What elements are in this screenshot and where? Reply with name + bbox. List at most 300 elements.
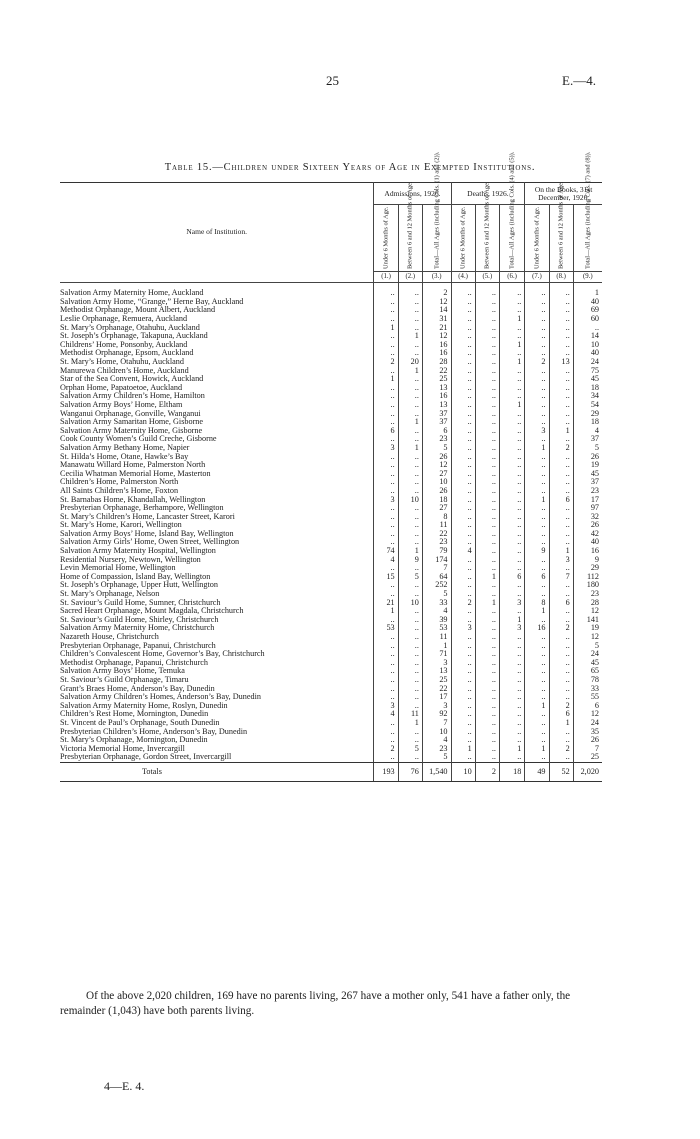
table-cell: 28 bbox=[422, 358, 451, 367]
table-cell: 21 bbox=[422, 323, 451, 332]
table-cell: .. bbox=[549, 521, 573, 530]
institution-name: Methodist Orphanage, Mount Albert, Auckland bbox=[60, 305, 216, 315]
table-cell: .. bbox=[374, 616, 398, 625]
table-cell: 3 bbox=[374, 702, 398, 711]
table-cell: .. bbox=[499, 444, 524, 453]
table-cell: .. bbox=[451, 315, 475, 324]
table-cell: .. bbox=[398, 667, 422, 676]
table-cell: 5 bbox=[573, 641, 602, 650]
table-cell: .. bbox=[451, 693, 475, 702]
institution-name: Childrens’ Home, Ponsonby, Auckland bbox=[60, 339, 188, 349]
table-cell: 24 bbox=[573, 358, 602, 367]
parents-note-text: Of the above 2,020 children, 169 have no parents living, 267 have a mother only, 541 have a father only, the remainder (1,043) have both parents living. bbox=[60, 990, 571, 1017]
table-cell: .. bbox=[374, 538, 398, 547]
table-cell: .. bbox=[451, 283, 475, 298]
table-cell: 4 bbox=[422, 736, 451, 745]
table-cell: .. bbox=[525, 418, 549, 427]
table-cell: .. bbox=[525, 659, 549, 668]
table-cell: .. bbox=[525, 306, 549, 315]
table-cell: .. bbox=[398, 349, 422, 358]
table-cell: 26 bbox=[422, 452, 451, 461]
table-cell: .. bbox=[475, 298, 499, 307]
table-cell: 10 bbox=[422, 478, 451, 487]
table-cell: .. bbox=[499, 435, 524, 444]
table-cell: 9 bbox=[525, 547, 549, 556]
table-cell: .. bbox=[549, 349, 573, 358]
table-cell: .. bbox=[499, 564, 524, 573]
table-cell: .. bbox=[549, 684, 573, 693]
table-cell: .. bbox=[499, 676, 524, 685]
table-cell: 252 bbox=[422, 581, 451, 590]
table-cell: .. bbox=[549, 384, 573, 393]
table-cell: .. bbox=[374, 727, 398, 736]
table-cell: 1 bbox=[398, 719, 422, 728]
table-cell: .. bbox=[525, 641, 549, 650]
table-cell: .. bbox=[525, 667, 549, 676]
column-header bbox=[398, 181, 422, 272]
table-cell: .. bbox=[525, 650, 549, 659]
table-cell: .. bbox=[549, 676, 573, 685]
table-cell: 5 bbox=[398, 744, 422, 753]
table-cell: .. bbox=[525, 693, 549, 702]
table-cell: .. bbox=[499, 469, 524, 478]
institution-name: Salvation Army Maternity Home, Christchurch bbox=[60, 623, 215, 633]
table-cell: .. bbox=[451, 323, 475, 332]
table-cell: .. bbox=[374, 349, 398, 358]
column-header-text: Between 6 and 12 Months of Age. bbox=[557, 181, 565, 269]
table-cell: 12 bbox=[573, 633, 602, 642]
table-cell: 2 bbox=[374, 358, 398, 367]
table-cell: .. bbox=[475, 607, 499, 616]
table-cell: .. bbox=[451, 298, 475, 307]
table-cell: 1 bbox=[499, 401, 524, 410]
table-cell: .. bbox=[475, 375, 499, 384]
table-cell: .. bbox=[451, 538, 475, 547]
table-cell: .. bbox=[549, 590, 573, 599]
table-cell: 24 bbox=[573, 650, 602, 659]
table-cell: .. bbox=[451, 332, 475, 341]
table-cell: .. bbox=[499, 590, 524, 599]
table-cell: .. bbox=[374, 469, 398, 478]
total-cell: 2 bbox=[475, 762, 499, 781]
table-cell: .. bbox=[499, 659, 524, 668]
table-cell: .. bbox=[549, 659, 573, 668]
table-cell: .. bbox=[475, 590, 499, 599]
table-cell: .. bbox=[499, 702, 524, 711]
table-cell: .. bbox=[499, 495, 524, 504]
table-cell: .. bbox=[475, 461, 499, 470]
table-cell: .. bbox=[499, 641, 524, 650]
table-cell: .. bbox=[398, 538, 422, 547]
table-cell: .. bbox=[475, 736, 499, 745]
table-cell: .. bbox=[549, 504, 573, 513]
table-cell: 13 bbox=[422, 401, 451, 410]
table-cell: .. bbox=[549, 530, 573, 539]
table-cell: .. bbox=[398, 512, 422, 521]
table-cell: .. bbox=[525, 469, 549, 478]
table-cell: 24 bbox=[573, 719, 602, 728]
table-cell: 37 bbox=[573, 435, 602, 444]
table-cell: .. bbox=[374, 418, 398, 427]
table-cell: .. bbox=[398, 478, 422, 487]
institution-name: All Saints Children’s Home, Foxton bbox=[60, 485, 179, 495]
institution-name: Presbyterian Children’s Home, Anderson’s Bay, Dunedin bbox=[60, 726, 248, 736]
table-cell: 1 bbox=[525, 702, 549, 711]
table-cell: 1 bbox=[475, 573, 499, 582]
table-cell: 35 bbox=[573, 727, 602, 736]
table-cell: .. bbox=[475, 702, 499, 711]
table-cell: 6 bbox=[573, 702, 602, 711]
table-cell: .. bbox=[499, 684, 524, 693]
table-cell: .. bbox=[451, 564, 475, 573]
table-cell: .. bbox=[398, 607, 422, 616]
table-cell: .. bbox=[398, 341, 422, 350]
table-cell: .. bbox=[499, 452, 524, 461]
table-cell: 1 bbox=[499, 744, 524, 753]
table-cell: .. bbox=[374, 409, 398, 418]
table-cell: .. bbox=[398, 298, 422, 307]
table-cell: 3 bbox=[499, 598, 524, 607]
table-cell: .. bbox=[475, 323, 499, 332]
column-header bbox=[499, 151, 524, 272]
table-cell: 1 bbox=[549, 547, 573, 556]
footer-reference: 4—E. 4. bbox=[104, 1079, 145, 1093]
table-cell: 37 bbox=[422, 418, 451, 427]
table-cell: 1 bbox=[398, 418, 422, 427]
institution-name: Salvation Army Children’s Home, Hamilton bbox=[60, 391, 205, 401]
table-row bbox=[60, 719, 602, 728]
table-cell: 5 bbox=[422, 590, 451, 599]
table-cell: 1 bbox=[499, 358, 524, 367]
table-cell: 3 bbox=[549, 555, 573, 564]
table-cell: .. bbox=[374, 667, 398, 676]
table-cell: 1 bbox=[549, 427, 573, 436]
institution-name: St. Mary’s Orphanage, Mornington, Dunedin bbox=[60, 735, 208, 745]
table-cell: .. bbox=[451, 581, 475, 590]
table-cell: 27 bbox=[422, 469, 451, 478]
table-cell: .. bbox=[549, 633, 573, 642]
table-cell: 1 bbox=[525, 495, 549, 504]
table-cell: .. bbox=[549, 315, 573, 324]
institution-name: Salvation Army Home, “Grange,” Herne Bay, Auckland bbox=[60, 296, 244, 306]
table-cell: .. bbox=[499, 323, 524, 332]
table-cell: .. bbox=[549, 538, 573, 547]
column-number: (8.) bbox=[549, 272, 573, 283]
table-cell: .. bbox=[398, 727, 422, 736]
table-cell: .. bbox=[525, 581, 549, 590]
table-cell: 12 bbox=[573, 607, 602, 616]
institution-name: Salvation Army Children’s Homes, Anderson’s Bay, Dunedin bbox=[60, 692, 261, 702]
table-cell: .. bbox=[499, 547, 524, 556]
table-cell: 29 bbox=[573, 409, 602, 418]
group-header-admissions: Admissions, 1926. bbox=[374, 183, 451, 205]
table-cell: .. bbox=[398, 659, 422, 668]
table-cell: .. bbox=[475, 401, 499, 410]
table-cell: 20 bbox=[398, 358, 422, 367]
institution-name: Cook County Women’s Guild Creche, Gisborne bbox=[60, 434, 217, 444]
table-cell: .. bbox=[398, 633, 422, 642]
table-cell: .. bbox=[549, 366, 573, 375]
column-header bbox=[374, 205, 398, 272]
table-cell: 22 bbox=[422, 530, 451, 539]
table-cell: .. bbox=[499, 487, 524, 496]
table-cell: 25 bbox=[573, 753, 602, 762]
table-cell: 54 bbox=[573, 401, 602, 410]
table-cell: .. bbox=[475, 530, 499, 539]
table-cell: .. bbox=[549, 616, 573, 625]
table-cell: .. bbox=[499, 650, 524, 659]
table-cell: .. bbox=[549, 736, 573, 745]
table-cell: .. bbox=[398, 427, 422, 436]
table-cell: .. bbox=[451, 487, 475, 496]
column-header bbox=[549, 181, 573, 272]
table-cell: 26 bbox=[422, 487, 451, 496]
table-cell: .. bbox=[398, 487, 422, 496]
table-cell: .. bbox=[451, 667, 475, 676]
total-cell: 18 bbox=[499, 762, 524, 781]
table-cell: 7 bbox=[422, 564, 451, 573]
total-cell: 49 bbox=[525, 762, 549, 781]
table-cell: 13 bbox=[422, 667, 451, 676]
table-cell: 18 bbox=[573, 384, 602, 393]
table-cell: .. bbox=[475, 744, 499, 753]
table-cell: .. bbox=[499, 283, 524, 298]
table-cell: 27 bbox=[422, 504, 451, 513]
table-row bbox=[60, 487, 602, 496]
table-cell: .. bbox=[451, 366, 475, 375]
table-cell: 1 bbox=[374, 607, 398, 616]
table-cell: .. bbox=[549, 306, 573, 315]
table-cell: .. bbox=[525, 512, 549, 521]
table-cell: .. bbox=[475, 676, 499, 685]
table-cell: .. bbox=[499, 306, 524, 315]
institution-name: Manurewa Children’s Home, Auckland bbox=[60, 365, 189, 375]
table-cell: 11 bbox=[398, 710, 422, 719]
table-cell: 40 bbox=[573, 349, 602, 358]
column-header-text: Under 6 Months of Age. bbox=[459, 206, 467, 269]
table-cell: .. bbox=[475, 427, 499, 436]
table-cell: .. bbox=[499, 409, 524, 418]
institution-name: Children’s Home, Palmerston North bbox=[60, 477, 179, 487]
table-cell: .. bbox=[398, 641, 422, 650]
table-cell: .. bbox=[525, 710, 549, 719]
column-number: (4.) bbox=[451, 272, 475, 283]
table-cell: .. bbox=[549, 435, 573, 444]
institution-name: Methodist Orphanage, Epsom, Auckland bbox=[60, 348, 194, 358]
table-cell: 112 bbox=[573, 573, 602, 582]
table-cell: .. bbox=[451, 384, 475, 393]
table-cell: 1 bbox=[549, 719, 573, 728]
table-cell: 22 bbox=[422, 684, 451, 693]
institution-name: Presbyterian Orphanage, Papanui, Christchurch bbox=[60, 640, 216, 650]
table-cell: 2 bbox=[451, 598, 475, 607]
table-cell: .. bbox=[374, 650, 398, 659]
table-cell: 15 bbox=[374, 573, 398, 582]
column-header-text: Total—All Ages (including Cols. (1) and (2)). bbox=[433, 151, 441, 269]
table-cell: .. bbox=[451, 719, 475, 728]
table-cell: .. bbox=[475, 478, 499, 487]
table-cell: 9 bbox=[573, 555, 602, 564]
table-cell: .. bbox=[374, 478, 398, 487]
table-cell: .. bbox=[499, 512, 524, 521]
table-cell: 1 bbox=[525, 744, 549, 753]
table-cell: .. bbox=[398, 375, 422, 384]
table-cell: .. bbox=[451, 512, 475, 521]
institution-name: Residential Nursery, Newtown, Wellington bbox=[60, 554, 201, 564]
table-cell: .. bbox=[451, 306, 475, 315]
table-cell: .. bbox=[525, 753, 549, 762]
institution-name: Salvation Army Maternity Home, Auckland bbox=[60, 288, 204, 298]
table-cell: .. bbox=[475, 332, 499, 341]
column-number: (6.) bbox=[499, 272, 524, 283]
table-cell: 10 bbox=[422, 727, 451, 736]
institution-name: Salvation Army Bethany Home, Napier bbox=[60, 442, 190, 452]
table-cell: 23 bbox=[422, 435, 451, 444]
table-cell: .. bbox=[398, 384, 422, 393]
institution-name: Home of Compassion, Island Bay, Wellington bbox=[60, 571, 211, 581]
table-cell: .. bbox=[475, 283, 499, 298]
table-cell: .. bbox=[398, 753, 422, 762]
table-cell: 23 bbox=[573, 487, 602, 496]
institution-name: Presbyterian Orphanage, Gordon Street, Invercargill bbox=[60, 752, 232, 762]
table-cell: 141 bbox=[573, 616, 602, 625]
table-cell: .. bbox=[451, 659, 475, 668]
table-cell: .. bbox=[451, 676, 475, 685]
table-cell: .. bbox=[573, 323, 602, 332]
table-cell: .. bbox=[525, 461, 549, 470]
table-cell: .. bbox=[525, 366, 549, 375]
table-cell: .. bbox=[525, 375, 549, 384]
table-cell: .. bbox=[398, 392, 422, 401]
group-header-deaths: Deaths, 1926. bbox=[451, 183, 525, 205]
table-cell: .. bbox=[499, 581, 524, 590]
table-cell: 18 bbox=[573, 418, 602, 427]
table-cell: .. bbox=[398, 409, 422, 418]
table-cell: 2 bbox=[549, 744, 573, 753]
institution-name: Wanganui Orphanage, Gonville, Wanganui bbox=[60, 408, 201, 418]
table-cell: 14 bbox=[573, 332, 602, 341]
table-cell: 21 bbox=[374, 598, 398, 607]
table-cell: .. bbox=[451, 650, 475, 659]
table-cell: .. bbox=[525, 401, 549, 410]
institution-name: Orphan Home, Papatoetoe, Auckland bbox=[60, 382, 183, 392]
table-cell: .. bbox=[475, 384, 499, 393]
institution-name: Salvation Army Samaritan Home, Gisborne bbox=[60, 417, 204, 427]
table-cell: .. bbox=[549, 753, 573, 762]
table-cell: .. bbox=[475, 306, 499, 315]
table-cell: .. bbox=[499, 710, 524, 719]
institution-name: St. Hilda’s Home, Otane, Hawke’s Bay bbox=[60, 451, 189, 461]
table-cell: .. bbox=[475, 495, 499, 504]
total-cell: 2,020 bbox=[573, 762, 602, 781]
table-cell: .. bbox=[525, 719, 549, 728]
table-cell: 3 bbox=[422, 702, 451, 711]
table-cell: .. bbox=[499, 736, 524, 745]
table-cell: 10 bbox=[573, 341, 602, 350]
table-cell: 10 bbox=[398, 495, 422, 504]
column-number: (9.) bbox=[573, 272, 602, 283]
table-cell: 3 bbox=[374, 495, 398, 504]
table-cell: .. bbox=[525, 298, 549, 307]
table-cell: .. bbox=[451, 530, 475, 539]
table-cell: .. bbox=[475, 633, 499, 642]
table-cell: .. bbox=[475, 521, 499, 530]
table-cell: .. bbox=[451, 469, 475, 478]
table-cell: .. bbox=[549, 512, 573, 521]
table-row bbox=[60, 753, 602, 762]
table-cell: .. bbox=[374, 590, 398, 599]
table-cell: .. bbox=[499, 478, 524, 487]
table-cell: .. bbox=[499, 693, 524, 702]
table-cell: 8 bbox=[525, 598, 549, 607]
table-cell: .. bbox=[499, 392, 524, 401]
table-cell: .. bbox=[451, 452, 475, 461]
table-cell: .. bbox=[475, 538, 499, 547]
table-cell: 19 bbox=[573, 624, 602, 633]
table-cell: 79 bbox=[422, 547, 451, 556]
institution-name: Salvation Army Maternity Hospital, Wellington bbox=[60, 546, 216, 556]
total-cell: 1,540 bbox=[422, 762, 451, 781]
name-column-header: Name of Institution. bbox=[60, 183, 374, 283]
table-cell: .. bbox=[475, 684, 499, 693]
table-cell: .. bbox=[475, 641, 499, 650]
table-cell: .. bbox=[549, 323, 573, 332]
table-cell: 4 bbox=[573, 427, 602, 436]
institution-name: Sacred Heart Orphanage, Mount Magdala, Christchurch bbox=[60, 606, 244, 616]
table-cell: .. bbox=[475, 435, 499, 444]
table-cell: .. bbox=[451, 736, 475, 745]
table-cell: .. bbox=[499, 427, 524, 436]
table-cell: .. bbox=[525, 633, 549, 642]
table-cell: .. bbox=[398, 616, 422, 625]
table-cell: 5 bbox=[422, 444, 451, 453]
table-cell: .. bbox=[374, 487, 398, 496]
table-cell: .. bbox=[549, 375, 573, 384]
table-cell: .. bbox=[499, 504, 524, 513]
table-cell: 1 bbox=[398, 366, 422, 375]
table-cell: 1 bbox=[573, 283, 602, 298]
table-cell: 40 bbox=[573, 298, 602, 307]
table-cell: .. bbox=[451, 641, 475, 650]
institution-name: St. Mary’s Orphanage, Otahuhu, Auckland bbox=[60, 322, 200, 332]
table-cell: 23 bbox=[573, 590, 602, 599]
table-cell: .. bbox=[374, 564, 398, 573]
table-cell: .. bbox=[374, 366, 398, 375]
institution-name: St. Mary’s Home, Karori, Wellington bbox=[60, 520, 182, 530]
table-cell: .. bbox=[398, 452, 422, 461]
table-cell: 10 bbox=[398, 598, 422, 607]
table-cell: .. bbox=[525, 435, 549, 444]
table-cell: .. bbox=[499, 555, 524, 564]
table-cell: 37 bbox=[422, 409, 451, 418]
table-cell: 71 bbox=[422, 650, 451, 659]
table-cell: .. bbox=[549, 469, 573, 478]
group-header-on-books: On the Books, 31st December, 1926. bbox=[525, 183, 602, 205]
table-cell: .. bbox=[549, 298, 573, 307]
table-cell: .. bbox=[525, 487, 549, 496]
table-cell: .. bbox=[499, 384, 524, 393]
table-cell: .. bbox=[451, 616, 475, 625]
total-cell: 10 bbox=[451, 762, 475, 781]
table-cell: .. bbox=[499, 727, 524, 736]
table-cell: .. bbox=[549, 392, 573, 401]
table-cell: 45 bbox=[573, 659, 602, 668]
table-cell: .. bbox=[525, 349, 549, 358]
table-cell: 42 bbox=[573, 530, 602, 539]
table-cell: .. bbox=[475, 555, 499, 564]
table-cell: .. bbox=[549, 418, 573, 427]
table-cell: .. bbox=[549, 401, 573, 410]
